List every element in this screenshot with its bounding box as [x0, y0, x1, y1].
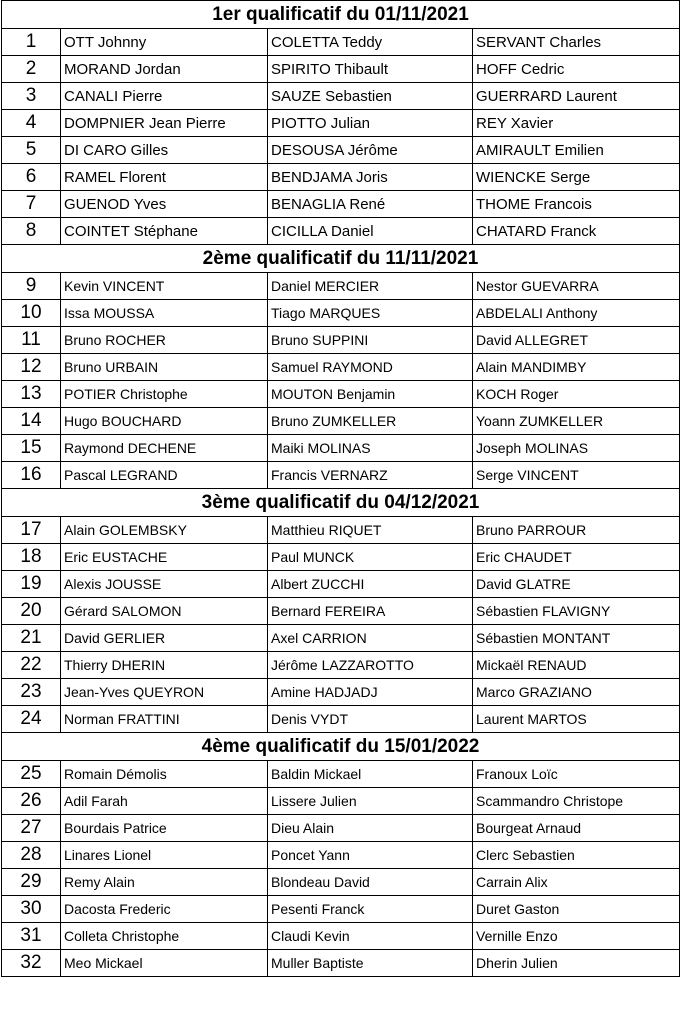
section-3: [2, 489, 680, 733]
name-cell: Clerc Sebastien: [473, 842, 680, 869]
name-cell: Axel CARRION: [268, 625, 473, 652]
name-cell: Colleta Christophe: [61, 923, 268, 950]
name-cell: AMIRAULT Emilien: [473, 137, 680, 164]
name-cell: OTT Johnny: [61, 29, 268, 56]
name-cell: Bernard FEREIRA: [268, 598, 473, 625]
name-cell: Dacosta Frederic: [61, 896, 268, 923]
name-cell: Carrain Alix: [473, 869, 680, 896]
name-cell: REY Xavier: [473, 110, 680, 137]
name-cell: Adil Farah: [61, 788, 268, 815]
table-row: [2, 435, 680, 462]
name-cell: DI CARO Gilles: [61, 137, 268, 164]
name-cell: SPIRITO Thibault: [268, 56, 473, 83]
name-cell: Blondeau David: [268, 869, 473, 896]
name-cell: ABDELALI Anthony: [473, 300, 680, 327]
name-cell: SAUZE Sebastien: [268, 83, 473, 110]
table-row: [2, 544, 680, 571]
name-cell: Pesenti Franck: [268, 896, 473, 923]
row-number: 8: [2, 218, 61, 245]
name-cell: RAMEL Florent: [61, 164, 268, 191]
table-row: [2, 56, 680, 83]
row-number: 18: [2, 544, 61, 571]
section-4: [2, 733, 680, 977]
row-number: 12: [2, 354, 61, 381]
name-cell: Romain Démolis: [61, 761, 268, 788]
table-row: [2, 869, 680, 896]
name-cell: CANALI Pierre: [61, 83, 268, 110]
table-row: [2, 788, 680, 815]
name-cell: Muller Baptiste: [268, 950, 473, 977]
name-cell: Bruno ROCHER: [61, 327, 268, 354]
name-cell: Tiago MARQUES: [268, 300, 473, 327]
table-row: [2, 571, 680, 598]
name-cell: Maiki MOLINAS: [268, 435, 473, 462]
row-number: 15: [2, 435, 61, 462]
name-cell: SERVANT Charles: [473, 29, 680, 56]
table-row: [2, 408, 680, 435]
name-cell: Dherin Julien: [473, 950, 680, 977]
name-cell: David ALLEGRET: [473, 327, 680, 354]
name-cell: Bruno SUPPINI: [268, 327, 473, 354]
table-row: [2, 110, 680, 137]
name-cell: Amine HADJADJ: [268, 679, 473, 706]
row-number: 3: [2, 83, 61, 110]
row-number: 23: [2, 679, 61, 706]
table-row: [2, 327, 680, 354]
name-cell: DOMPNIER Jean Pierre: [61, 110, 268, 137]
name-cell: Kevin VINCENT: [61, 273, 268, 300]
name-cell: Matthieu RIQUET: [268, 517, 473, 544]
row-number: 28: [2, 842, 61, 869]
name-cell: Marco GRAZIANO: [473, 679, 680, 706]
name-cell: Alain MANDIMBY: [473, 354, 680, 381]
row-number: 24: [2, 706, 61, 733]
table-row: [2, 354, 680, 381]
name-cell: Bourdais Patrice: [61, 815, 268, 842]
row-number: 2: [2, 56, 61, 83]
name-cell: Eric EUSTACHE: [61, 544, 268, 571]
name-cell: Sébastien MONTANT: [473, 625, 680, 652]
section-title: 1er qualificatif du 01/11/2021: [2, 1, 680, 29]
row-number: 16: [2, 462, 61, 489]
row-number: 10: [2, 300, 61, 327]
name-cell: GUERRARD Laurent: [473, 83, 680, 110]
name-cell: WIENCKE Serge: [473, 164, 680, 191]
name-cell: Remy Alain: [61, 869, 268, 896]
name-cell: Bruno ZUMKELLER: [268, 408, 473, 435]
table-row: [2, 191, 680, 218]
table-row: [2, 896, 680, 923]
table-row: [2, 598, 680, 625]
qualification-table: [1, 0, 680, 977]
name-cell: Vernille Enzo: [473, 923, 680, 950]
table-row: [2, 273, 680, 300]
name-cell: Scammandro Christope: [473, 788, 680, 815]
name-cell: BENAGLIA René: [268, 191, 473, 218]
table-row: [2, 137, 680, 164]
name-cell: PIOTTO Julian: [268, 110, 473, 137]
name-cell: Lissere Julien: [268, 788, 473, 815]
name-cell: POTIER Christophe: [61, 381, 268, 408]
table-row: [2, 381, 680, 408]
table-row: [2, 462, 680, 489]
name-cell: Jean-Yves QUEYRON: [61, 679, 268, 706]
row-number: 21: [2, 625, 61, 652]
table-row: [2, 218, 680, 245]
name-cell: Poncet Yann: [268, 842, 473, 869]
name-cell: Issa MOUSSA: [61, 300, 268, 327]
table-row: [2, 950, 680, 977]
name-cell: Hugo BOUCHARD: [61, 408, 268, 435]
name-cell: MORAND Jordan: [61, 56, 268, 83]
section-title: 4ème qualificatif du 15/01/2022: [2, 733, 680, 761]
name-cell: David GLATRE: [473, 571, 680, 598]
name-cell: Denis VYDT: [268, 706, 473, 733]
name-cell: Eric CHAUDET: [473, 544, 680, 571]
name-cell: BENDJAMA Joris: [268, 164, 473, 191]
name-cell: Pascal LEGRAND: [61, 462, 268, 489]
table-row: [2, 625, 680, 652]
name-cell: Alexis JOUSSE: [61, 571, 268, 598]
name-cell: Albert ZUCCHI: [268, 571, 473, 598]
name-cell: Thierry DHERIN: [61, 652, 268, 679]
name-cell: Franoux Loïc: [473, 761, 680, 788]
name-cell: Paul MUNCK: [268, 544, 473, 571]
name-cell: Francis VERNARZ: [268, 462, 473, 489]
name-cell: Dieu Alain: [268, 815, 473, 842]
name-cell: Sébastien FLAVIGNY: [473, 598, 680, 625]
name-cell: Raymond DECHENE: [61, 435, 268, 462]
table-row: [2, 29, 680, 56]
row-number: 9: [2, 273, 61, 300]
name-cell: CICILLA Daniel: [268, 218, 473, 245]
row-number: 25: [2, 761, 61, 788]
table-row: [2, 923, 680, 950]
section-1: [2, 1, 680, 245]
name-cell: Bruno URBAIN: [61, 354, 268, 381]
name-cell: David GERLIER: [61, 625, 268, 652]
row-number: 13: [2, 381, 61, 408]
table-row: [2, 83, 680, 110]
table-row: [2, 300, 680, 327]
row-number: 31: [2, 923, 61, 950]
name-cell: Claudi Kevin: [268, 923, 473, 950]
row-number: 29: [2, 869, 61, 896]
table-row: [2, 761, 680, 788]
name-cell: Gérard SALOMON: [61, 598, 268, 625]
table-row: [2, 842, 680, 869]
name-cell: Meo Mickael: [61, 950, 268, 977]
row-number: 17: [2, 517, 61, 544]
qualification-sheet: [1, 0, 679, 977]
name-cell: Linares Lionel: [61, 842, 268, 869]
name-cell: Mickaël RENAUD: [473, 652, 680, 679]
name-cell: Duret Gaston: [473, 896, 680, 923]
table-row: [2, 706, 680, 733]
section-title: 2ème qualificatif du 11/11/2021: [2, 245, 680, 273]
name-cell: Bruno PARROUR: [473, 517, 680, 544]
row-number: 32: [2, 950, 61, 977]
row-number: 30: [2, 896, 61, 923]
name-cell: CHATARD Franck: [473, 218, 680, 245]
table-row: [2, 679, 680, 706]
name-cell: MOUTON Benjamin: [268, 381, 473, 408]
name-cell: THOME Francois: [473, 191, 680, 218]
row-number: 19: [2, 571, 61, 598]
name-cell: Yoann ZUMKELLER: [473, 408, 680, 435]
name-cell: Baldin Mickael: [268, 761, 473, 788]
section-title: 3ème qualificatif du 04/12/2021: [2, 489, 680, 517]
row-number: 4: [2, 110, 61, 137]
name-cell: Jérôme LAZZAROTTO: [268, 652, 473, 679]
name-cell: DESOUSA Jérôme: [268, 137, 473, 164]
name-cell: Bourgeat Arnaud: [473, 815, 680, 842]
name-cell: Daniel MERCIER: [268, 273, 473, 300]
name-cell: COLETTA Teddy: [268, 29, 473, 56]
table-row: [2, 815, 680, 842]
name-cell: Norman FRATTINI: [61, 706, 268, 733]
row-number: 1: [2, 29, 61, 56]
row-number: 27: [2, 815, 61, 842]
table-row: [2, 517, 680, 544]
name-cell: Samuel RAYMOND: [268, 354, 473, 381]
name-cell: Laurent MARTOS: [473, 706, 680, 733]
row-number: 20: [2, 598, 61, 625]
name-cell: Serge VINCENT: [473, 462, 680, 489]
name-cell: Alain GOLEMBSKY: [61, 517, 268, 544]
row-number: 6: [2, 164, 61, 191]
name-cell: COINTET Stéphane: [61, 218, 268, 245]
row-number: 14: [2, 408, 61, 435]
name-cell: Nestor GUEVARRA: [473, 273, 680, 300]
row-number: 5: [2, 137, 61, 164]
table-row: [2, 652, 680, 679]
name-cell: Joseph MOLINAS: [473, 435, 680, 462]
row-number: 11: [2, 327, 61, 354]
name-cell: GUENOD Yves: [61, 191, 268, 218]
row-number: 7: [2, 191, 61, 218]
section-2: [2, 245, 680, 489]
row-number: 22: [2, 652, 61, 679]
row-number: 26: [2, 788, 61, 815]
name-cell: KOCH Roger: [473, 381, 680, 408]
name-cell: HOFF Cedric: [473, 56, 680, 83]
table-row: [2, 164, 680, 191]
